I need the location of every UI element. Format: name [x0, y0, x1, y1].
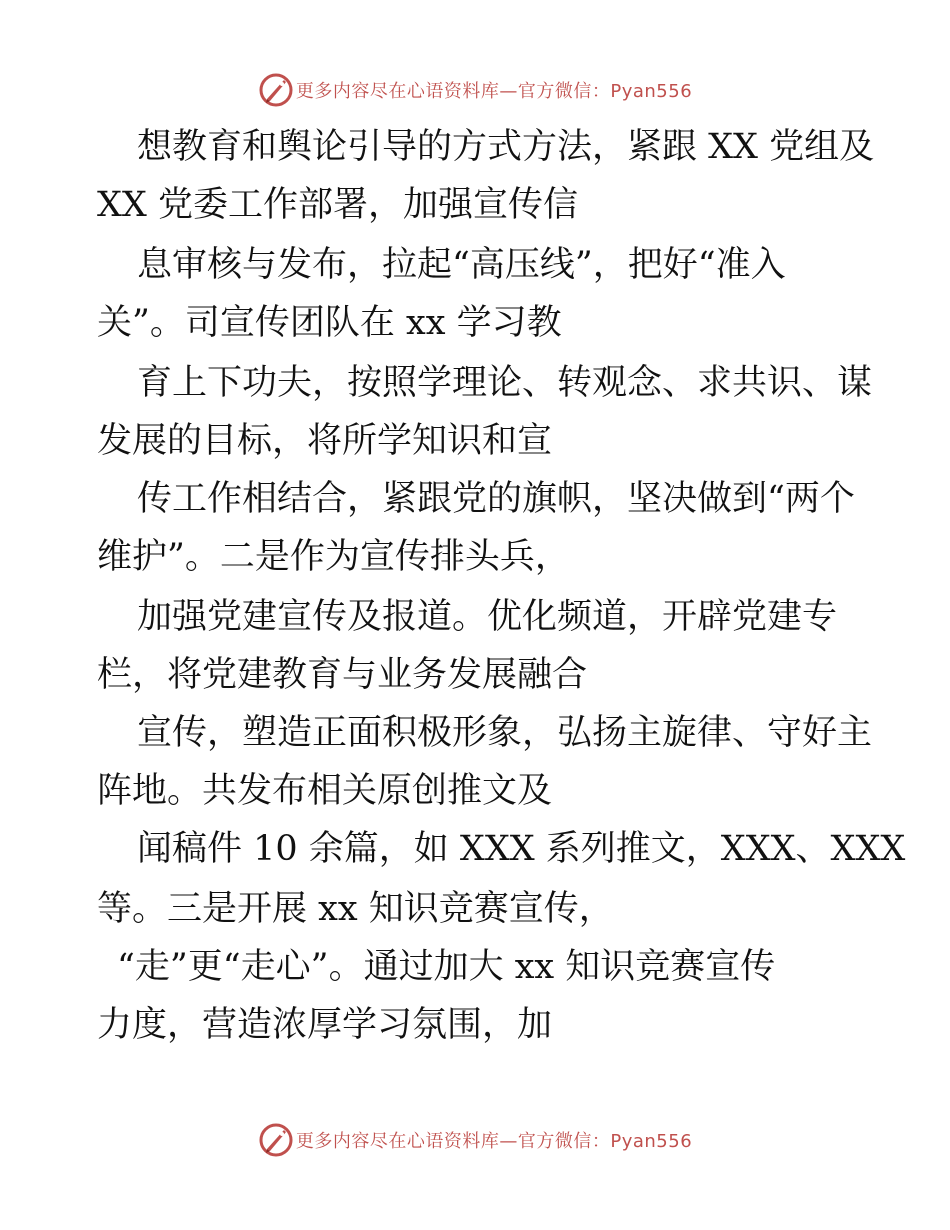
body-line: 发展的目标，将所学知识和宣 [97, 421, 553, 461]
quill-logo-icon [258, 72, 294, 108]
quill-logo-icon [258, 1122, 294, 1158]
body-line: 维护”。二是作为宣传排头兵， [97, 537, 570, 577]
body-line: XX 党委工作部署，加强宣传信 [97, 185, 578, 225]
body-line: 想教育和舆论引导的方式方法，紧跟 XX 党组及 [137, 127, 875, 167]
footer-banner [0, 1117, 950, 1163]
body-line: 宣传，塑造正面积极形象，弘扬主旋律、守好主 [137, 713, 873, 753]
body-line: 关”。司宣传团队在 xx 学习教 [97, 303, 562, 343]
body-line: 加强党建宣传及报道。优化频道，开辟党建专 [137, 597, 838, 637]
footer-banner-text: 更多内容尽在心语资料库—官方微信：Pyan556 [295, 1131, 693, 1152]
body-line: 力度，营造浓厚学习氛围，加 [97, 1005, 553, 1045]
body-line: 育上下功夫，按照学理论、转观念、求共识、谋 [137, 363, 873, 403]
body-line: 阵地。共发布相关原创推文及 [97, 771, 553, 811]
body-line: 息审核与发布，拉起“高压线”，把好“准入 [137, 245, 786, 285]
body-line: 闻稿件 10 余篇，如 XXX 系列推文，XXX、XXX [137, 829, 906, 869]
body-line: 传工作相结合，紧跟党的旗帜，坚决做到“两个 [137, 479, 855, 519]
body-line: “走”更“走心”。通过加大 xx 知识竞赛宣传 [117, 947, 776, 987]
body-line: 栏，将党建教育与业务发展融合 [97, 655, 588, 695]
body-line: 等。三是开展 xx 知识竞赛宣传， [97, 889, 614, 929]
header-banner [0, 67, 950, 113]
header-banner-text: 更多内容尽在心语资料库—官方微信：Pyan556 [295, 81, 693, 102]
